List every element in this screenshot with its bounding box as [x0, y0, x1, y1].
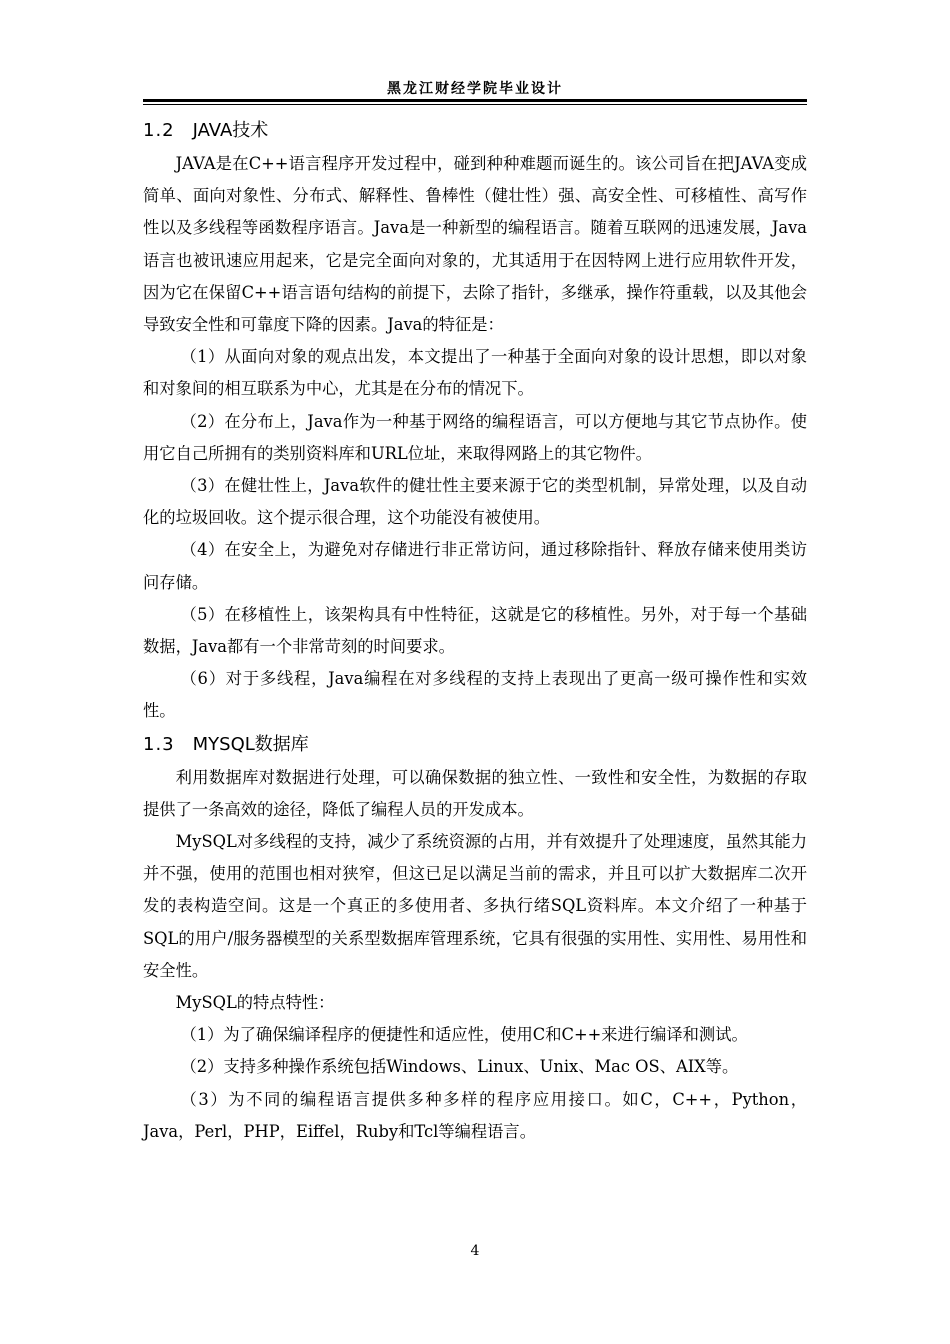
list-item: （3）为不同的编程语言提供多种多样的程序应用接口。如C，C++，Python，Java，Perl，PHP，Eiffel，Ruby和Tcl等编程语言。: [143, 1089, 807, 1141]
document-body: [143, 114, 807, 1148]
section-title: MYSQL数据库: [192, 733, 309, 755]
list-item: （5）在移植性上，该架构具有中性特征，这就是它的移植性。另外，对于每一个基础数据，Java都有一个非常苛刻的时间要求。: [143, 604, 807, 657]
header-rule-thick: [143, 99, 807, 102]
section-number: 1.2: [143, 120, 175, 141]
list-item: （2）支持多种操作系统包括Windows、Linux、Unix、Mac OS、AIX等。: [180, 1057, 739, 1077]
list-item: （3）在健壮性上，Java软件的健壮性主要来源于它的类型机制，异常处理，以及自动化的垃圾回收。这个提示很合理，这个功能没有被使用。: [143, 476, 807, 528]
section-heading-1-3: [143, 728, 807, 762]
list-item: （4）在安全上，为避免对存储进行非正常访问，通过移除指针、释放存储来使用类访问存储。: [143, 540, 807, 592]
list-item: （2）在分布上，Java作为一种基于网络的编程语言，可以方便地与其它节点协作。使用它自己所拥有的类别资料库和URL位址，来取得网路上的其它物件。: [143, 411, 807, 463]
list-item: （6）对于多线程，Java编程在对多线程的支持上表现出了更高一级可操作性和实效性。: [143, 669, 807, 721]
paragraph: JAVA是在C++语言程序开发过程中，碰到种种难题而诞生的。该公司旨在把JAVA变成简单、面向对象性、分布式、解释性、鲁棒性（健壮性）强、高安全性、可移植性、高写作性以及多线程等函数程序语言。Java是一种新型的编程语言。随着互联网的迅速发展，Java语言也被讯速应用起来，它是完全面向对象的，尤其适用于在因特网上进行应用软件开发，因为它在保留C++语言语句结构的前提下，去除了指针，多继承，操作符重载，以及其他会导致安全性和可靠度下降的因素。Java的特征是：: [143, 154, 807, 335]
paragraph: 利用数据库对数据进行处理，可以确保数据的独立性、一致性和安全性，为数据的存取提供了一条高效的途径，降低了编程人员的开发成本。: [143, 767, 807, 819]
section-number: 1.3: [143, 733, 175, 755]
page-number: 4: [470, 1243, 480, 1259]
list-item: （1）为了确保编译程序的便捷性和适应性，使用C和C++来进行编译和测试。: [180, 1025, 748, 1045]
list-item: （1）从面向对象的观点出发，本文提出了一种基于全面向对象的设计思想，即以对象和对象间的相互联系为中心，尤其是在分布的情况下。: [143, 347, 807, 399]
paragraph: MySQL的特点特性：: [175, 993, 335, 1013]
section-heading-1-2: [143, 114, 807, 148]
section-title: JAVA技术: [192, 120, 269, 141]
paragraph: MySQL对多线程的支持，减少了系统资源的占用，并有效提升了处理速度，虽然其能力并不强，使用的范围也相对狭窄，但这已足以满足当前的需求，并且可以扩大数据库二次开发的表构造空间。这是一个真正的多使用者、多执行绪SQL资料库。本文介绍了一种基于SQL的用户/服务器模型的关系型数据库管理系统，它具有很强的实用性、实用性、易用性和安全性。: [143, 832, 807, 980]
page-header: 黑龙江财经学院毕业设计: [387, 81, 563, 97]
header-rule-thin: [143, 104, 807, 105]
